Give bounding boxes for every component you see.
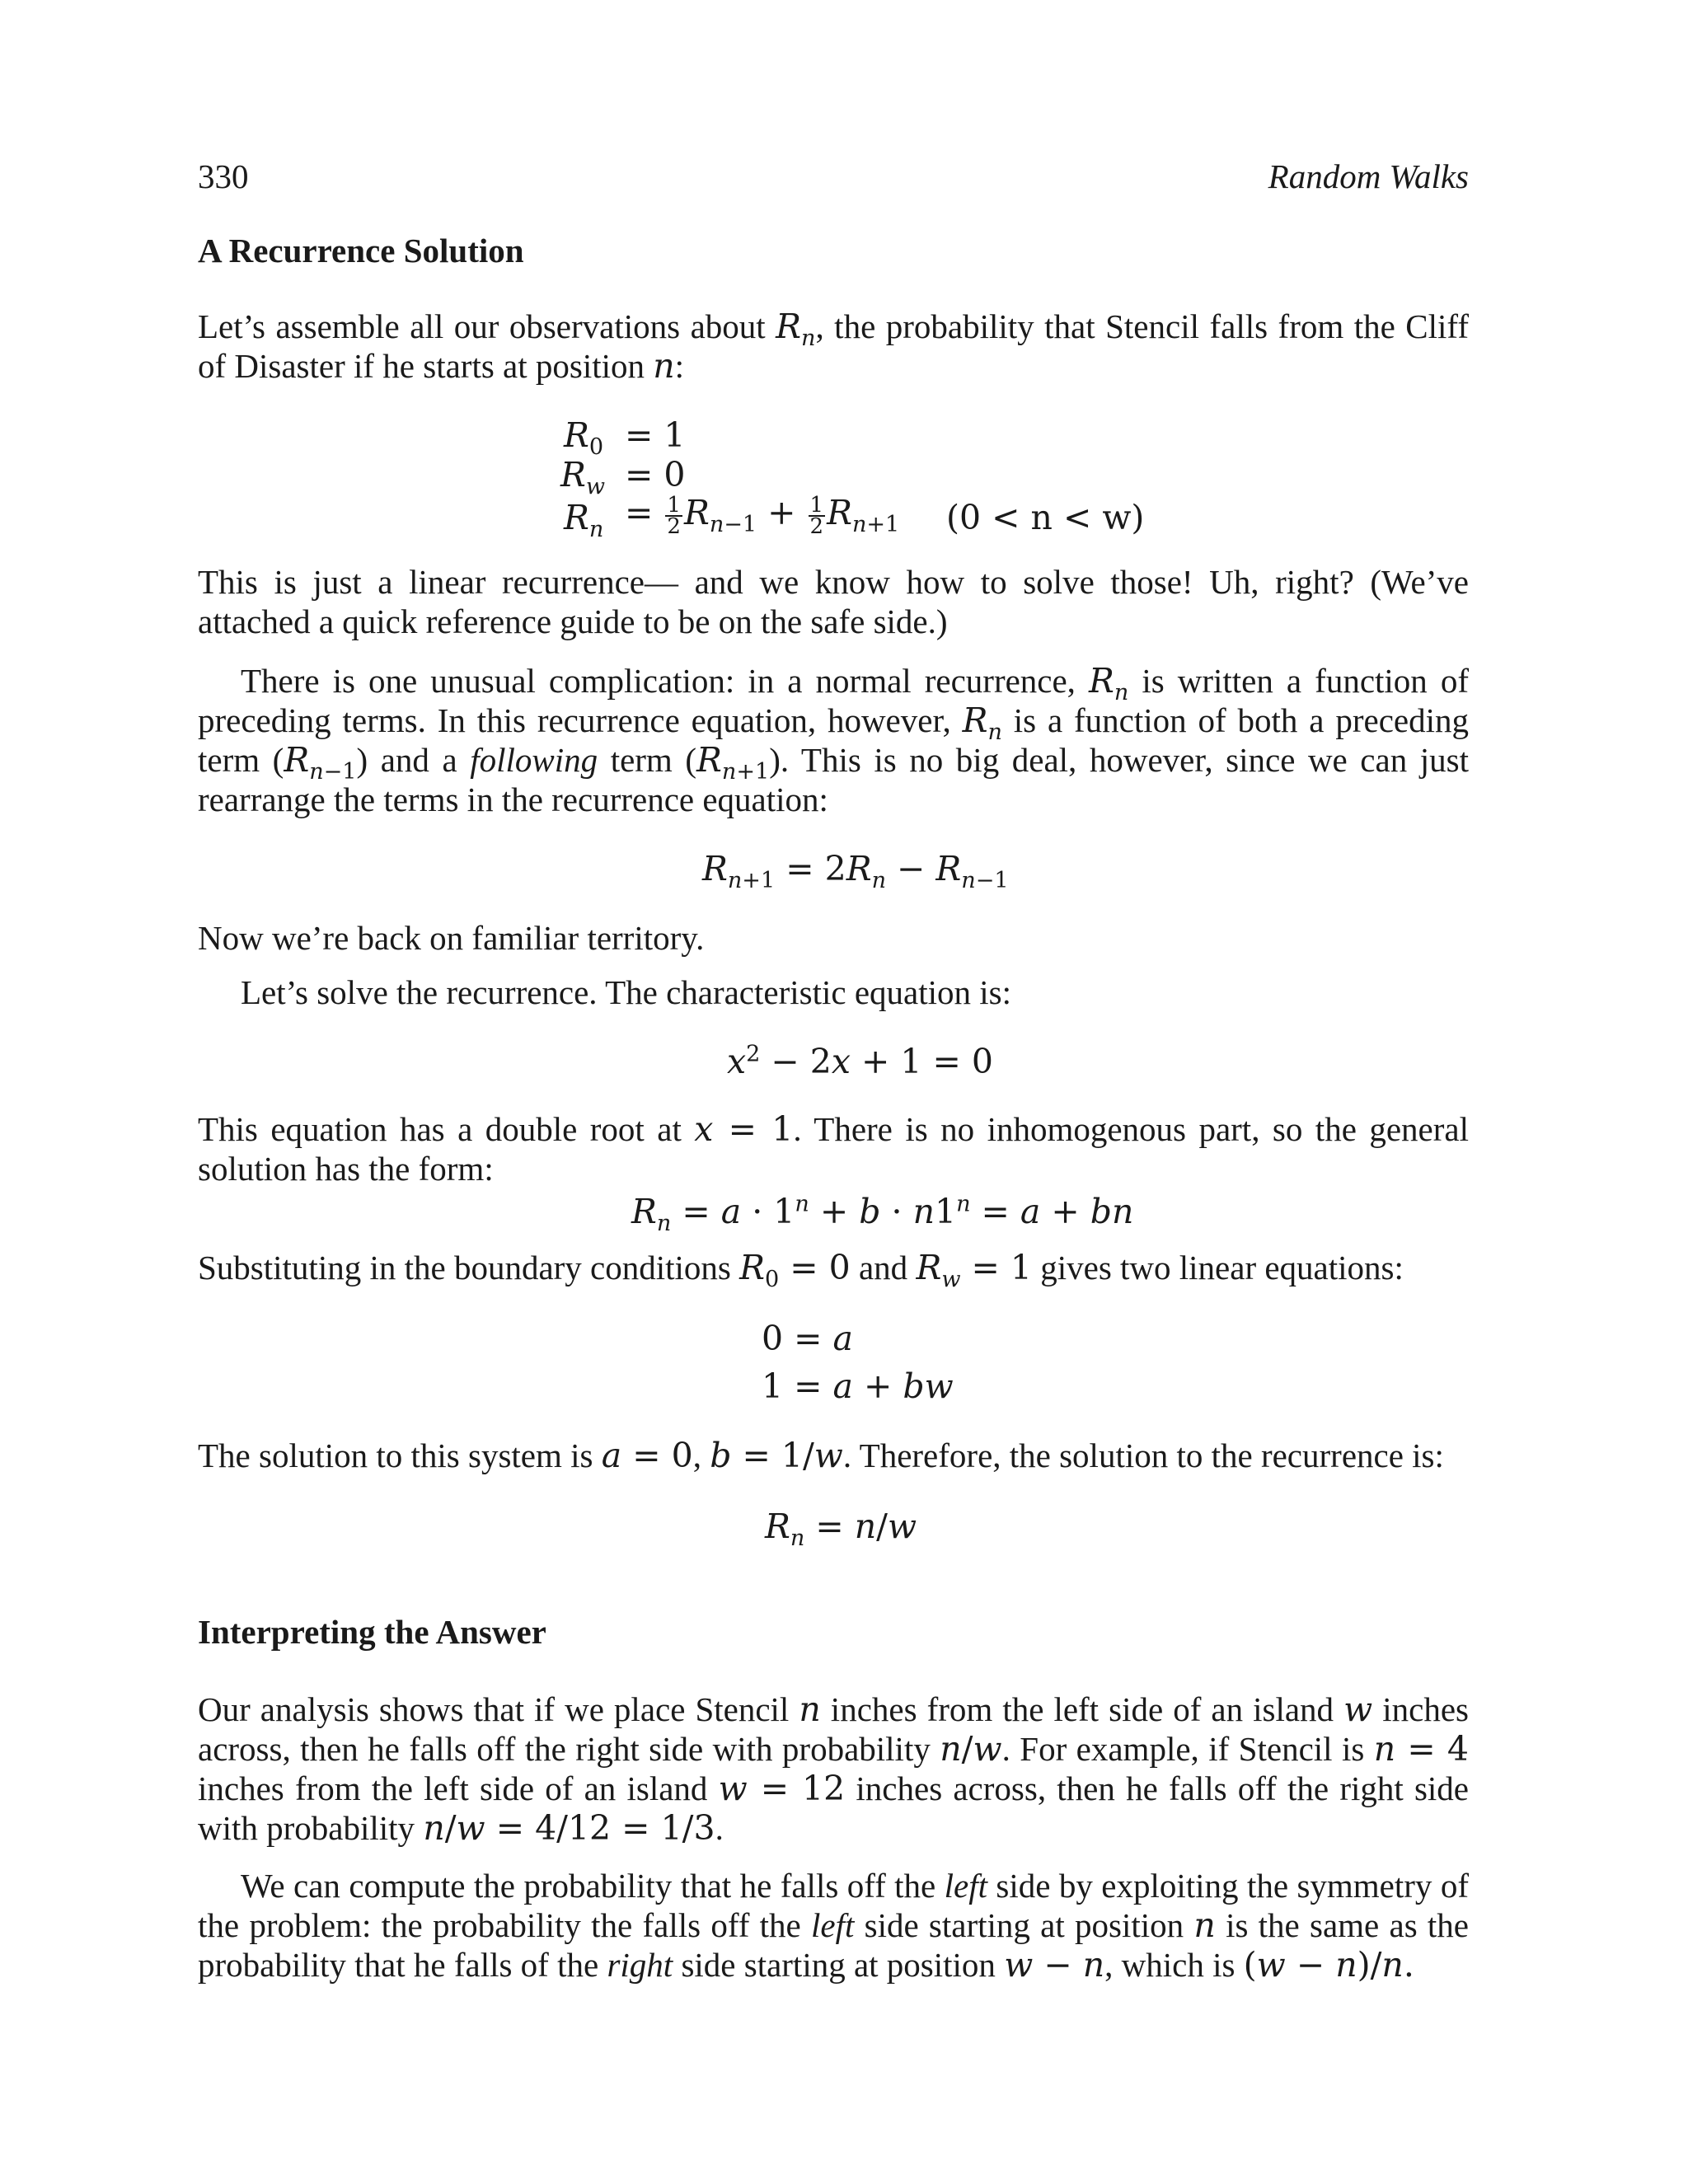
running-header-title: Random Walks bbox=[1268, 157, 1469, 195]
eq-r0-lhs: $R_0$ bbox=[564, 415, 604, 461]
eq-rw-rhs: = 0 bbox=[625, 455, 686, 494]
paragraph-symmetry: We can compute the probability that he falls off the left side by exploiting the symmetry of the problem: the probability the falls off the left side starting at position n is the same as the probability that he falls of the right side starting at position w − n, which is (w − n)/n. bbox=[198, 1867, 1470, 1985]
eq-rearranged: $R_{n+1} = 2R_n - R_{n-1}$ bbox=[702, 849, 1009, 894]
paragraph-familiar-territory: Now we’re back on familiar territory. bbox=[198, 919, 705, 957]
paragraph-boundary-conditions: Substituting in the boundary conditions $R_0 = 0$ and $R_w = 1$ gives two linear equations: bbox=[198, 1248, 1404, 1293]
paragraph-system-solution: The solution to this system is a = 0, b = 1/w. Therefore, the solution to the recurrence is: bbox=[198, 1436, 1444, 1475]
eq-characteristic: $x^2 - 2x + 1 = 0$ bbox=[727, 1041, 993, 1081]
eq-general-solution: $R_n = a \cdot 1^n + b \cdot n1^n = a$ + bn bbox=[631, 1191, 1134, 1237]
paragraph-linear-recurrence: This is just a linear recurrence— and we know how to solve those! Uh, right? (We’ve attached a quick reference guide to be on the safe side.) bbox=[198, 563, 1469, 640]
paragraph-solve: Let’s solve the recurrence. The characteristic equation is: bbox=[241, 973, 1011, 1011]
eq-linear-2: 1 = a + bw bbox=[762, 1366, 954, 1406]
eq-rn-condition: (0 < n < w) bbox=[946, 498, 1145, 537]
eq-rw-lhs: $R_w$ bbox=[560, 455, 606, 500]
intro-paragraph: Let’s assemble all our observations about $R_n$, the probability that Stencil falls from the Cliff of Disaster if he starts at position n: bbox=[198, 307, 1469, 386]
page-number: 330 bbox=[198, 157, 249, 195]
section-heading-recurrence-solution: A Recurrence Solution bbox=[198, 232, 524, 269]
section-heading-interpreting: Interpreting the Answer bbox=[198, 1613, 546, 1651]
paragraph-complication: There is one unusual complication: in a normal recurrence, $R_n$ is written a function of preceding terms. In this recurrence equation, however, $R_n$ is a function of both a preceding term $(R_{n-1})$ and a following term $(R_{n+1})$. This is no big deal, however, since we can just rearrange the terms in the recurrence equation: bbox=[198, 661, 1470, 818]
eq-rn-rhs: = $\frac{1}{2}$ $R_{n-1}$ + $\frac{1}{2}$ $R_{n+1}$ bbox=[625, 492, 900, 539]
paragraph-double-root: This equation has a double root at x = 1. There is no inhomogenous part, so the general solution has the form: bbox=[198, 1109, 1469, 1188]
eq-final-solution: $R_n = n/w$ bbox=[765, 1507, 917, 1552]
eq-r0-rhs: = 1 bbox=[625, 415, 686, 455]
paragraph-analysis: Our analysis shows that if we place Stencil n inches from the left side of an island w inches across, then he falls off the right side with probability n/w. For example, if Stencil is n = 4 inches from the left side of an island w = 12 inches across, then he falls off the right side with probability n/w = 4/12 = 1/3. bbox=[198, 1690, 1470, 1848]
eq-rn-lhs: $R_n$ bbox=[564, 498, 604, 543]
eq-linear-1: 0 = a bbox=[762, 1319, 853, 1358]
